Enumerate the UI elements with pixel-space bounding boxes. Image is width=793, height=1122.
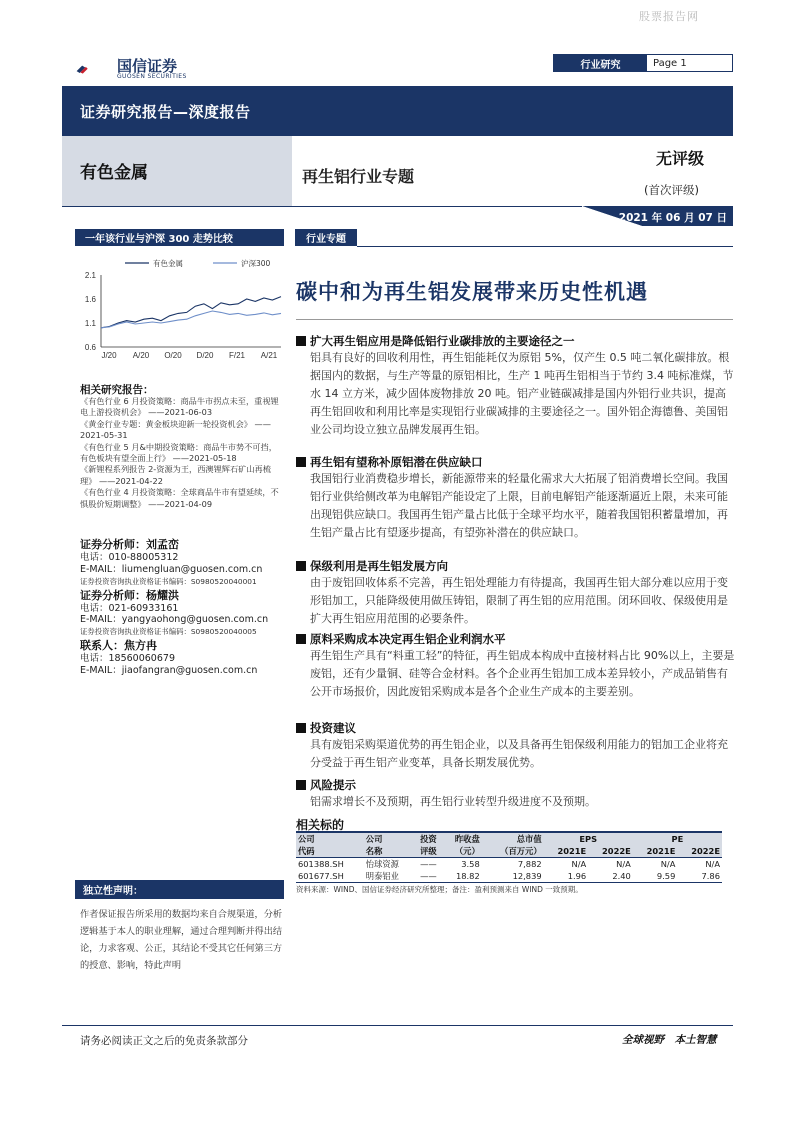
- footer-slogan: 全球视野 本土智慧: [622, 1034, 717, 1046]
- rating-sub: (首次评级): [644, 183, 699, 197]
- th-close: 昨收盘: [442, 832, 481, 845]
- related-reports-heading: 相关研究报告：: [80, 384, 154, 396]
- related-report-item[interactable]: 《黄金行业专题：黄金板块迎新一轮投资机会》 ——2021-05-31: [80, 418, 271, 441]
- related-report-item[interactable]: 《新锂程系列报告 2-资源为王，西澳锂辉石矿山再梳理》 ——2021-04-22: [80, 464, 271, 486]
- guosen-logo-icon: [76, 54, 116, 84]
- section-body: 我国铝行业消费稳步增长，新能源带来的轻量化需求大大拓展了铝消费增长空间。我国铝行业供给侧改革为电解铝产能设定了上限，目前电解铝产能逐渐逼近上限，未来可能出现铝供应缺口。我国再生铝产量占比低于全球平均水平，随着我国铝积蓄量增加，再生铝产量占比有望逐步提高，有望弥补潜在的供应缺口。: [310, 472, 728, 539]
- section-heading-text: 扩大再生铝应用是降低铝行业碳排放的主要途径之一: [310, 334, 575, 348]
- th-eps-2021: 2021E: [544, 845, 589, 858]
- related-report-item[interactable]: 《有色行业 6 月投资策略：商品牛市拐点未至，重视锂电上游投资机会》 ——2021-06-03: [80, 396, 279, 418]
- table-cell: 601677.SH: [296, 870, 364, 883]
- th-yuan: （元）: [442, 845, 481, 858]
- y-tick-label: 0.6: [84, 343, 96, 352]
- contact-email[interactable]: E-MAIL：jiaofangran@guosen.com.cn: [80, 664, 258, 676]
- bullet-icon: [296, 723, 306, 733]
- independence-bar: 独立性声明：: [75, 880, 284, 899]
- table-cell: N/A: [660, 859, 676, 869]
- x-tick-label: F/21: [228, 351, 246, 360]
- th-company-name: 公司: [364, 832, 415, 845]
- section-heading: [296, 720, 356, 736]
- y-tick-label: 1.1: [84, 319, 96, 328]
- contact-name: 联系人：焦方冉: [80, 639, 157, 653]
- x-tick-label: O/20: [164, 351, 182, 360]
- th-million: （百万元）: [482, 845, 544, 858]
- source-note: 资料来源：WIND、国信证券经济研究所整理；备注：盈利预测来自 WIND 一致预期。: [296, 885, 583, 894]
- analyst-cert: 证券投资咨询执业资格证书编码：S0980520040005: [80, 627, 257, 637]
- section-heading: [296, 333, 575, 349]
- th-name: 名称: [364, 845, 415, 858]
- logo-name: 国信证券: [117, 57, 178, 75]
- analyst-phone: 电话：010-88005312: [80, 552, 179, 563]
- y-tick-label: 1.6: [84, 295, 96, 304]
- main-rule: [357, 246, 733, 247]
- table-cell: 7.86: [677, 870, 722, 883]
- band-title: 证券研究报告—深度报告: [80, 103, 251, 121]
- th-pe: PE: [633, 832, 722, 845]
- headline-rule: [296, 319, 733, 320]
- table-cell: 怡球资源: [365, 859, 399, 869]
- table-cell: N/A: [571, 859, 587, 869]
- analyst-phone: 电话：021-60933161: [80, 602, 179, 614]
- x-tick-label: A/21: [260, 351, 278, 360]
- bullet-icon: [296, 336, 306, 346]
- table-cell: 3.58: [461, 859, 480, 869]
- report-type: 行业研究: [554, 55, 647, 71]
- x-tick-label: D/20: [196, 351, 214, 360]
- analyst-name: 证券分析师：刘孟峦: [80, 538, 179, 551]
- section-body: 具有废铝采购渠道优势的再生铝企业，以及具备再生铝保级利用能力的铝加工企业将充分受益于再生铝产业变革，具备长期发展优势。: [310, 738, 728, 769]
- section-heading: [296, 454, 483, 470]
- table-cell: ——: [414, 870, 442, 883]
- table-cell: 1.96: [544, 870, 589, 883]
- th-rating: 投资: [414, 832, 442, 845]
- table-row: [296, 870, 722, 883]
- section-body: 铝具有良好的回收利用性，再生铝能耗仅为原铝 5%，仅产生 0.5 吨二氧化碳排放。根据国内的数据，与生产等量的原铝相比，生产 1 吨再生铝相当于节约 3.4 吨标准煤，节水 14 立方米，减少固体废物排放 20 吨。铝产业链碳减排是国内外铝行业共识，提高再生铝回收和利用比率是实现铝行业碳减排的主要途径之一。国外铝企海德鲁、美国铝业公司均设立独立品牌发展再生铝。: [310, 351, 734, 436]
- section-heading-text: 再生铝有望称补原铝潜在供应缺口: [310, 455, 483, 469]
- table-cell: 18.82: [442, 870, 481, 883]
- th-pe-2021: 2021E: [633, 845, 678, 858]
- trend-chart: [75, 255, 285, 365]
- x-tick-label: J/20: [101, 351, 117, 360]
- independence-text: 作者保证报告所采用的数据均来自合规渠道，分析逻辑基于本人的职业理解，通过合理判断并得出结论，力求客观、公正，其结论不受其它任何第三方的授意、影响，特此声明: [80, 909, 283, 971]
- th-company-code: 公司: [296, 832, 364, 845]
- analyst-cert: 证券投资咨询执业资格证书编码：S0980520040001: [80, 576, 257, 586]
- bullet-icon: [296, 561, 306, 571]
- series-line-0: [101, 297, 281, 328]
- bullet-icon: [296, 634, 306, 644]
- table-cell: 2.40: [588, 870, 633, 883]
- related-report-item[interactable]: 《有色行业 5 月&中期投资策略：商品牛市势不可挡，有色板块有望全面上行》 ——2021-05-18: [80, 441, 277, 464]
- section-heading: [296, 777, 356, 793]
- headline: 碳中和为再生铝发展带来历史性机遇: [296, 279, 648, 304]
- related-title: 相关标的: [296, 818, 345, 832]
- legend-label: 沪深300: [241, 259, 271, 268]
- bullet-icon: [296, 457, 306, 467]
- section-heading-text: 原料采购成本决定再生铝企业利润水平: [310, 632, 506, 646]
- page-number: Page 1: [653, 57, 687, 69]
- tag-bar: 行业专题: [295, 229, 357, 246]
- rating: 无评级: [656, 149, 705, 168]
- watermark: 股票报告网: [639, 10, 699, 23]
- table-cell: ——: [420, 859, 437, 869]
- x-tick-label: A/20: [132, 351, 150, 360]
- related-report-item[interactable]: 《有色行业 4 月投资策略：全球商品牛市有望延续，不惧股价短期调整》 ——2021-04-09: [80, 487, 279, 509]
- table-cell: 12,839: [482, 870, 544, 883]
- footer-rule: [62, 1025, 733, 1026]
- series-line-1: [101, 311, 281, 328]
- analysts: [80, 536, 290, 677]
- related-reports-list: [80, 396, 285, 510]
- topic-title: 再生铝行业专题: [302, 167, 415, 186]
- chart-title-bar: 一年该行业与沪深 300 走势比较: [75, 229, 284, 246]
- y-tick-label: 2.1: [84, 271, 96, 280]
- footer-disclaimer: 请务必阅读正文之后的免责条款部分: [80, 1035, 248, 1047]
- table-cell: 9.59: [633, 870, 678, 883]
- th-mktcap: 总市值: [482, 832, 544, 845]
- bullet-icon: [296, 780, 306, 790]
- th-pe-2022: 2022E: [677, 845, 722, 858]
- section-heading: [296, 631, 506, 647]
- th-grade: 评级: [414, 845, 442, 858]
- table-cell: 明泰铝业: [364, 870, 415, 883]
- th-eps-2022: 2022E: [588, 845, 633, 858]
- sector-name: 有色金属: [80, 163, 148, 183]
- analyst-email[interactable]: E-MAIL：liumengluan@guosen.com.cn: [80, 563, 263, 575]
- header-box: [553, 54, 733, 72]
- analyst-name: 证券分析师：杨耀洪: [80, 588, 179, 602]
- th-eps: EPS: [544, 832, 633, 845]
- table-cell: N/A: [616, 859, 631, 869]
- related-table: [296, 831, 722, 883]
- table-cell: 601388.SH: [298, 859, 344, 869]
- contact-phone: 电话：18560060679: [80, 653, 175, 665]
- section-heading: [296, 558, 448, 574]
- th-code: 代码: [296, 845, 364, 858]
- section-body: 再生铝生产具有“料重工轻”的特征，再生铝成本构成中直接材料占比 90%以上，主要是废铝，还有少量铜、硅等合金材料。各个企业再生铝加工成本差异较小，产成品销售有公开市场报价，因此废铝采购成本是各个企业生产成本的主要差别。: [310, 649, 735, 698]
- logo-sub: GUOSEN SECURITIES: [117, 73, 187, 80]
- legend-label: 有色金属: [153, 259, 183, 268]
- section-heading-text: 风险提示: [310, 778, 356, 792]
- section-heading-text: 保级利用是再生铝发展方向: [310, 559, 448, 573]
- section-body: 铝需求增长不及预期，再生铝行业转型升级进度不及预期。: [310, 795, 596, 808]
- analyst-email[interactable]: E-MAIL：yangyaohong@guosen.com.cn: [80, 614, 269, 626]
- section-heading-text: 投资建议: [310, 721, 356, 735]
- table-cell: 7,882: [517, 859, 542, 869]
- table-cell: N/A: [705, 859, 720, 869]
- report-date: 2021 年 06 月 07 日: [618, 212, 727, 224]
- table-row: [296, 858, 722, 871]
- section-body: 由于废铝回收体系不完善，再生铝处理能力有待提高，我国再生铝大部分难以应用于变形铝加工，只能降级使用做压铸铝，限制了再生铝的应用范围。闭环回收、保级使用是扩大再生铝应用范围的必要条件。: [310, 576, 728, 625]
